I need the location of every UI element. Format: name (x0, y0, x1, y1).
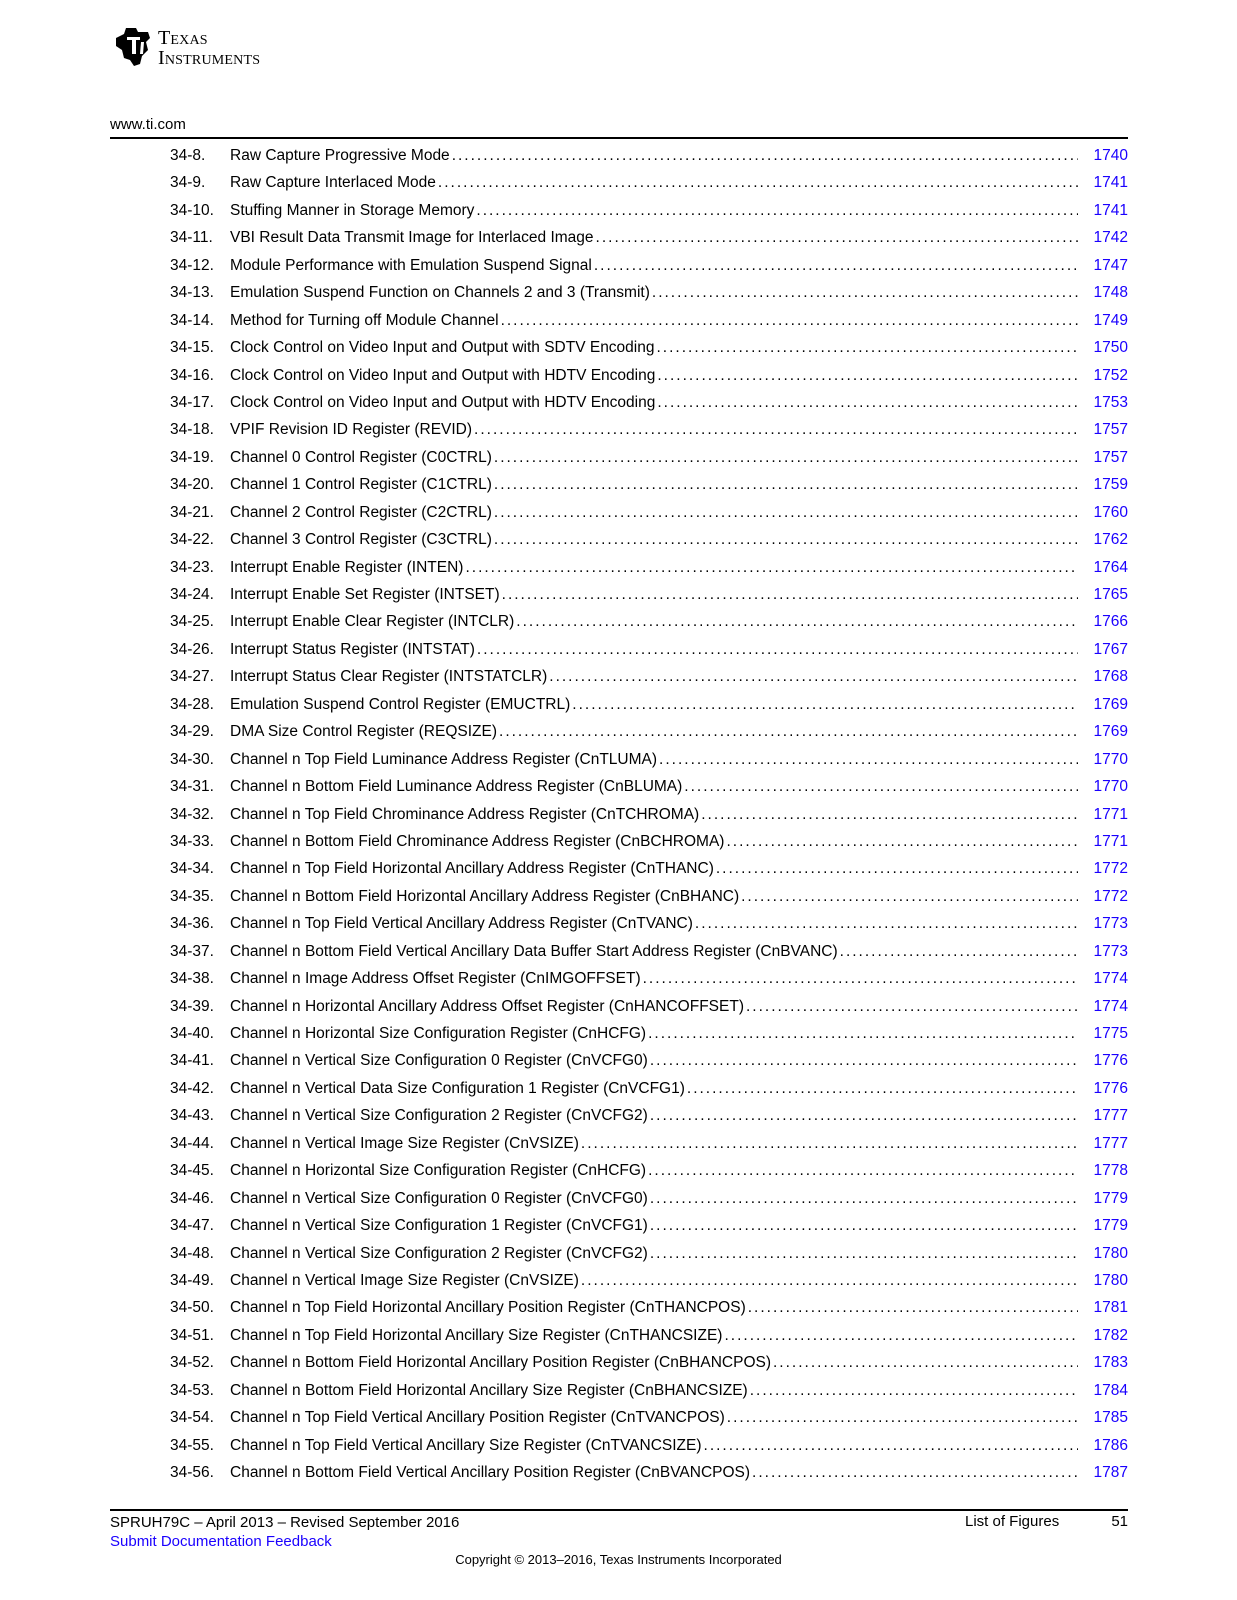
dot-leader (452, 147, 1078, 165)
page-link[interactable]: 1757 (1093, 448, 1128, 466)
figure-number: 34-56. (170, 1464, 214, 1481)
page-link[interactable]: 1765 (1093, 586, 1128, 603)
figure-title[interactable]: Channel n Bottom Field Horizontal Ancillary Position Register (CnBHANCPOS) (230, 1354, 771, 1372)
figure-title[interactable]: Channel n Vertical Data Size Configuration 1 Register (CnVCFG1) (230, 1079, 685, 1097)
toc-entry[interactable] (170, 1052, 1128, 1079)
figure-number: 34-45. (170, 1162, 214, 1180)
figure-title[interactable]: Channel n Bottom Field Vertical Ancillary Data Buffer Start Address Register (CnBVANC) (230, 942, 838, 960)
figure-title[interactable]: Channel n Top Field Luminance Address Register (CnTLUMA) (230, 750, 658, 768)
figure-number: 34-28. (170, 695, 214, 713)
figure-title[interactable]: Interrupt Enable Set Register (INTSET) (230, 586, 500, 603)
page-link[interactable]: 1752 (1093, 366, 1128, 384)
page-link[interactable]: 1769 (1093, 695, 1128, 713)
page-link[interactable]: 1775 (1093, 1025, 1128, 1042)
figure-title[interactable]: Interrupt Enable Register (INTEN) (230, 558, 464, 576)
toc-entry[interactable] (170, 1464, 1128, 1491)
figure-number: 34-19. (170, 448, 214, 466)
figure-title[interactable]: Emulation Suspend Control Register (EMUCTRL) (230, 695, 571, 713)
figure-title[interactable]: Channel n Bottom Field Luminance Address Register (CnBLUMA) (230, 778, 683, 796)
toc-entry[interactable] (170, 449, 1128, 476)
figure-title[interactable]: Channel n Bottom Field Vertical Ancillary Position Register (CnBVANCPOS) (230, 1464, 751, 1481)
figure-number: 34-41. (170, 1052, 214, 1070)
toc-entry[interactable] (170, 1299, 1128, 1326)
dot-leader (502, 586, 1078, 604)
figure-number: 34-52. (170, 1354, 214, 1372)
figure-number: 34-34. (170, 860, 214, 878)
toc-entry[interactable] (170, 696, 1128, 723)
dot-leader (773, 1354, 1078, 1372)
page-link[interactable]: 1764 (1093, 558, 1128, 576)
dot-leader (581, 1135, 1078, 1153)
toc-entry[interactable] (170, 1107, 1128, 1134)
figure-number: 34-38. (170, 970, 214, 988)
figure-number: 34-14. (170, 311, 214, 329)
dot-leader (594, 257, 1078, 275)
dot-leader (695, 915, 1078, 933)
figure-title[interactable]: Channel 3 Control Register (C3CTRL) (230, 531, 492, 549)
figure-number: 34-43. (170, 1107, 214, 1125)
footer-rule (110, 1509, 1128, 1511)
page-link[interactable]: 1772 (1093, 860, 1128, 878)
toc-entry[interactable] (170, 312, 1128, 339)
figure-title[interactable]: Channel 1 Control Register (C1CTRL) (230, 476, 492, 494)
figure-number: 34-15. (170, 339, 214, 357)
toc-entry[interactable] (170, 943, 1128, 970)
figure-number: 34-16. (170, 366, 214, 384)
dot-leader (716, 860, 1078, 878)
toc-entry[interactable] (170, 1025, 1128, 1052)
toc-entry[interactable] (170, 1409, 1128, 1436)
figure-number: 34-29. (170, 723, 214, 741)
dot-leader (741, 888, 1078, 906)
figure-number: 34-9. (170, 174, 206, 192)
logo-wordmark-line1: Texas (158, 27, 208, 49)
page-link[interactable]: 1771 (1093, 832, 1128, 850)
dot-leader (746, 998, 1078, 1016)
figure-title[interactable]: Interrupt Status Clear Register (INTSTATCLR) (230, 668, 548, 686)
ti-logo (110, 24, 310, 74)
page-link[interactable]: 1748 (1093, 284, 1128, 302)
toc-entry[interactable] (170, 559, 1128, 586)
dot-leader (657, 367, 1078, 385)
page-link[interactable]: 1779 (1093, 1189, 1128, 1207)
figure-number: 34-24. (170, 586, 214, 603)
dot-leader (650, 1245, 1078, 1263)
footer-page-number: 51 (1111, 1513, 1128, 1530)
toc-entry[interactable] (170, 147, 1128, 174)
figure-title[interactable]: Channel 0 Control Register (C0CTRL) (230, 448, 492, 466)
dot-leader (724, 1327, 1078, 1345)
toc-entry[interactable] (170, 229, 1128, 256)
page-link[interactable]: 1785 (1093, 1409, 1128, 1427)
figure-number: 34-44. (170, 1134, 214, 1152)
toc-entry[interactable] (170, 202, 1128, 229)
footer-section-title: List of Figures (965, 1513, 1060, 1530)
toc-entry[interactable] (170, 1327, 1128, 1354)
figure-number: 34-53. (170, 1381, 214, 1399)
figure-title[interactable]: Interrupt Status Register (INTSTAT) (230, 640, 475, 658)
figure-title[interactable]: Channel n Vertical Size Configuration 1 Register (CnVCFG1) (230, 1217, 648, 1235)
page-link[interactable]: 1770 (1093, 778, 1128, 796)
dot-leader (650, 1052, 1078, 1070)
page-link[interactable]: 1776 (1093, 1079, 1128, 1097)
toc-entry[interactable] (170, 641, 1128, 668)
figure-title[interactable]: Clock Control on Video Input and Output with SDTV Encoding (230, 339, 655, 357)
figure-number: 34-8. (170, 147, 206, 164)
figure-title[interactable]: Channel n Top Field Chrominance Address Register (CnTCHROMA) (230, 805, 700, 823)
dot-leader (650, 1107, 1078, 1125)
dot-leader (650, 1190, 1078, 1208)
dot-leader (494, 476, 1078, 494)
figure-number: 34-36. (170, 915, 214, 933)
dot-leader (840, 943, 1078, 961)
figure-title[interactable]: Channel n Horizontal Size Configuration Register (CnHCFG) (230, 1025, 647, 1042)
figure-title[interactable]: Channel 2 Control Register (C2CTRL) (230, 503, 492, 521)
dot-leader (652, 284, 1078, 302)
dot-leader (648, 1025, 1078, 1043)
dot-leader (494, 504, 1078, 522)
figure-number: 34-30. (170, 750, 214, 768)
figure-title[interactable]: Clock Control on Video Input and Output with HDTV Encoding (230, 393, 656, 411)
figure-title[interactable]: Method for Turning off Module Channel (230, 311, 499, 329)
toc-entry[interactable] (170, 1162, 1128, 1189)
dot-leader (701, 806, 1078, 824)
dot-leader (752, 1464, 1078, 1482)
page-link[interactable]: 1747 (1093, 256, 1128, 274)
ti-logo-mark-icon (110, 24, 156, 70)
dot-leader (748, 1299, 1078, 1317)
footer-doc-info (110, 1513, 459, 1551)
toc-entry[interactable] (170, 174, 1128, 201)
toc-entry[interactable] (170, 888, 1128, 915)
figure-number: 34-46. (170, 1189, 214, 1207)
dot-leader (499, 723, 1078, 741)
figure-number: 34-13. (170, 284, 214, 302)
toc-entry[interactable] (170, 833, 1128, 860)
page-link[interactable]: 1768 (1093, 668, 1128, 686)
dot-leader (684, 778, 1078, 796)
figure-number: 34-49. (170, 1271, 214, 1289)
figure-title[interactable]: Channel n Vertical Size Configuration 0 Register (CnVCFG0) (230, 1052, 648, 1070)
figure-title[interactable]: Stuffing Manner in Storage Memory (230, 201, 475, 219)
figure-number: 34-18. (170, 421, 214, 439)
figure-title[interactable]: Channel n Horizontal Ancillary Address Offset Register (CnHANCOFFSET) (230, 997, 744, 1015)
figure-title[interactable]: Channel n Top Field Vertical Ancillary Address Register (CnTVANC) (230, 915, 693, 933)
page-link[interactable]: 1780 (1093, 1271, 1128, 1289)
figure-title[interactable]: Channel n Horizontal Size Configuration Register (CnHCFG) (230, 1162, 647, 1180)
figure-title[interactable]: Channel n Top Field Horizontal Ancillary Size Register (CnTHANCSIZE) (230, 1326, 723, 1344)
figure-number: 34-48. (170, 1244, 214, 1262)
page-link[interactable]: 1750 (1093, 339, 1128, 357)
figure-number: 34-21. (170, 503, 214, 521)
dot-leader (465, 559, 1078, 577)
toc-entry[interactable] (170, 751, 1128, 778)
dot-leader (581, 1272, 1078, 1290)
toc-entry[interactable] (170, 1080, 1128, 1107)
toc-entry[interactable] (170, 394, 1128, 421)
figure-number: 34-20. (170, 476, 214, 494)
figure-number: 34-55. (170, 1436, 214, 1454)
toc-entry[interactable] (170, 421, 1128, 448)
figure-title[interactable]: Channel n Vertical Size Configuration 2 Register (CnVCFG2) (230, 1107, 648, 1125)
dot-leader (516, 613, 1078, 631)
dot-leader (572, 696, 1078, 714)
figure-title[interactable]: Emulation Suspend Function on Channels 2 and 3 (Transmit) (230, 284, 650, 302)
figure-title[interactable]: VBI Result Data Transmit Image for Interlaced Image (230, 229, 594, 247)
figure-number: 34-17. (170, 393, 214, 411)
page-link[interactable]: 1741 (1093, 201, 1128, 219)
figure-number: 34-23. (170, 558, 214, 576)
dot-leader (643, 970, 1078, 988)
dot-leader (474, 421, 1078, 439)
figure-title[interactable]: Channel n Vertical Size Configuration 2 Register (CnVCFG2) (230, 1244, 648, 1262)
dot-leader (476, 202, 1078, 220)
figure-number: 34-47. (170, 1217, 214, 1235)
toc-entry[interactable] (170, 668, 1128, 695)
page-link[interactable]: 1773 (1093, 915, 1128, 933)
page-link[interactable]: 1774 (1093, 970, 1128, 988)
toc-entry[interactable] (170, 339, 1128, 366)
dot-leader (657, 339, 1079, 357)
figure-number: 34-40. (170, 1025, 214, 1042)
page-link[interactable]: 1759 (1093, 476, 1128, 494)
page-link[interactable]: 1753 (1093, 393, 1128, 411)
figure-title[interactable]: Channel n Top Field Horizontal Ancillary Position Register (CnTHANCPOS) (230, 1299, 746, 1317)
dot-leader (657, 394, 1078, 412)
page-link[interactable]: 1769 (1093, 723, 1128, 741)
figure-number: 34-22. (170, 531, 214, 549)
toc-entry[interactable] (170, 504, 1128, 531)
toc-entry[interactable] (170, 1217, 1128, 1244)
dot-leader (726, 833, 1078, 851)
toc-entry[interactable] (170, 284, 1128, 311)
toc-entry[interactable] (170, 531, 1128, 558)
page-link[interactable]: 1772 (1093, 887, 1128, 905)
toc-entry[interactable] (170, 806, 1128, 833)
toc-entry[interactable] (170, 476, 1128, 503)
figure-number: 34-54. (170, 1409, 214, 1427)
page-link[interactable]: 1787 (1093, 1464, 1128, 1481)
page-link[interactable]: 1776 (1093, 1052, 1128, 1070)
page-link[interactable]: 1780 (1093, 1244, 1128, 1262)
figure-title[interactable]: Channel n Bottom Field Horizontal Ancillary Address Register (CnBHANC) (230, 887, 740, 905)
toc-entry[interactable] (170, 1135, 1128, 1162)
page-link[interactable]: 1784 (1093, 1381, 1128, 1399)
toc-entry[interactable] (170, 778, 1128, 805)
page-link[interactable]: 1777 (1093, 1134, 1128, 1152)
figure-number: 34-50. (170, 1299, 214, 1317)
feedback-link[interactable]: Submit Documentation Feedback (110, 1533, 332, 1550)
figure-list (170, 147, 1128, 1491)
page-link[interactable]: 1741 (1093, 174, 1128, 192)
figure-title[interactable]: Channel n Bottom Field Horizontal Ancillary Size Register (CnBHANCSIZE) (230, 1381, 748, 1399)
figure-title[interactable]: Clock Control on Video Input and Output with HDTV Encoding (230, 366, 656, 384)
figure-title[interactable]: Raw Capture Progressive Mode (230, 147, 450, 164)
figure-title[interactable]: DMA Size Control Register (REQSIZE) (230, 723, 498, 741)
copyright: Copyright © 2013–2016, Texas Instruments Incorporated (455, 1552, 782, 1567)
figure-number: 34-12. (170, 256, 214, 274)
page-link[interactable]: 1770 (1093, 750, 1128, 768)
page-link[interactable]: 1782 (1093, 1326, 1128, 1344)
site-url[interactable]: www.ti.com (110, 116, 186, 133)
page-link[interactable]: 1773 (1093, 942, 1128, 960)
figure-number: 34-35. (170, 887, 214, 905)
figure-number: 34-10. (170, 201, 214, 219)
logo-wordmark-line2: Instruments (158, 47, 261, 69)
dot-leader (438, 174, 1078, 192)
figure-title[interactable]: Channel n Image Address Offset Register (CnIMGOFFSET) (230, 970, 641, 988)
figure-number: 34-39. (170, 997, 214, 1015)
dot-leader (687, 1080, 1078, 1098)
toc-entry[interactable] (170, 1354, 1128, 1381)
header-rule (110, 137, 1128, 139)
page-link[interactable]: 1778 (1093, 1162, 1128, 1180)
dot-leader (494, 449, 1078, 467)
toc-entry[interactable] (170, 257, 1128, 284)
figure-number: 34-32. (170, 805, 214, 823)
page-link[interactable]: 1740 (1093, 147, 1128, 164)
toc-entry[interactable] (170, 1437, 1128, 1464)
toc-entry[interactable] (170, 723, 1128, 750)
page-link[interactable]: 1779 (1093, 1217, 1128, 1235)
figure-number: 34-31. (170, 778, 214, 796)
page-link[interactable]: 1783 (1093, 1354, 1128, 1372)
dot-leader (704, 1437, 1078, 1455)
page-link[interactable]: 1749 (1093, 311, 1128, 329)
page-link[interactable]: 1742 (1093, 229, 1128, 247)
figure-title[interactable]: Channel n Top Field Horizontal Ancillary Address Register (CnTHANC) (230, 860, 714, 878)
figure-title[interactable]: Module Performance with Emulation Suspend Signal (230, 256, 592, 274)
page-link[interactable]: 1767 (1093, 640, 1128, 658)
dot-leader (648, 1162, 1078, 1180)
dot-leader (727, 1409, 1078, 1427)
figure-title[interactable]: Channel n Bottom Field Chrominance Address Register (CnBCHROMA) (230, 832, 725, 850)
page-link[interactable]: 1766 (1093, 613, 1128, 631)
toc-entry[interactable] (170, 998, 1128, 1025)
toc-entry[interactable] (170, 613, 1128, 640)
figure-title[interactable]: Channel n Vertical Size Configuration 0 Register (CnVCFG0) (230, 1189, 648, 1207)
figure-title[interactable]: Channel n Top Field Vertical Ancillary Position Register (CnTVANCPOS) (230, 1409, 725, 1427)
dot-leader (750, 1382, 1078, 1400)
figure-number: 34-33. (170, 832, 214, 850)
page-link[interactable]: 1762 (1093, 531, 1128, 549)
page-link[interactable]: 1771 (1093, 805, 1128, 823)
figure-number: 34-27. (170, 668, 214, 686)
dot-leader (477, 641, 1078, 659)
doc-id: SPRUH79C – April 2013 – Revised September 2016 (110, 1514, 460, 1531)
figure-number: 34-25. (170, 613, 214, 631)
toc-entry[interactable] (170, 1272, 1128, 1299)
figure-title[interactable]: Channel n Vertical Image Size Register (CnVSIZE) (230, 1271, 579, 1289)
figure-title[interactable]: Interrupt Enable Clear Register (INTCLR) (230, 613, 515, 631)
page-link[interactable]: 1781 (1093, 1299, 1128, 1317)
figure-number: 34-42. (170, 1079, 214, 1097)
dot-leader (501, 312, 1078, 330)
page-link[interactable]: 1777 (1093, 1107, 1128, 1125)
toc-entry[interactable] (170, 860, 1128, 887)
toc-entry[interactable] (170, 1245, 1128, 1272)
page-link[interactable]: 1760 (1093, 503, 1128, 521)
toc-entry[interactable] (170, 367, 1128, 394)
dot-leader (549, 668, 1078, 686)
figure-title[interactable]: Raw Capture Interlaced Mode (230, 174, 436, 192)
toc-entry[interactable] (170, 1190, 1128, 1217)
toc-entry[interactable] (170, 586, 1128, 613)
dot-leader (650, 1217, 1078, 1235)
toc-entry[interactable] (170, 1382, 1128, 1409)
figure-number: 34-26. (170, 640, 214, 658)
figure-title[interactable]: Channel n Vertical Image Size Register (CnVSIZE) (230, 1134, 579, 1152)
toc-entry[interactable] (170, 915, 1128, 942)
figure-title[interactable]: Channel n Top Field Vertical Ancillary Size Register (CnTVANCSIZE) (230, 1436, 702, 1454)
figure-number: 34-37. (170, 942, 214, 960)
page-link[interactable]: 1786 (1093, 1436, 1128, 1454)
figure-number: 34-11. (170, 229, 213, 247)
figure-title[interactable]: VPIF Revision ID Register (REVID) (230, 421, 473, 439)
figure-number: 34-51. (170, 1326, 214, 1344)
page-link[interactable]: 1774 (1093, 997, 1128, 1015)
dot-leader (494, 531, 1078, 549)
page-link[interactable]: 1757 (1093, 421, 1128, 439)
toc-entry[interactable] (170, 970, 1128, 997)
dot-leader (659, 751, 1078, 769)
dot-leader (596, 229, 1078, 247)
